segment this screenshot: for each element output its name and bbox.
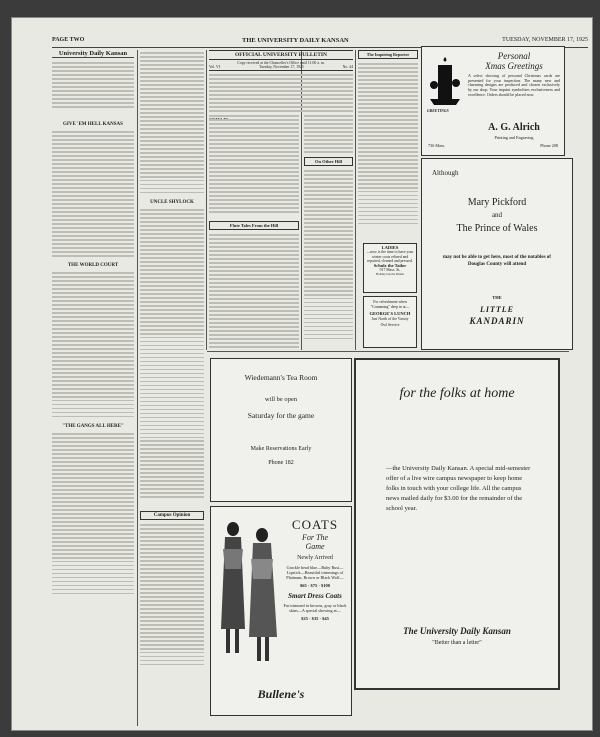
nameplate: University Daily Kansan	[52, 50, 134, 58]
little-logo-text: LITTLE	[480, 305, 514, 314]
inquiring-reporter-headline: The Inquiring Reporter	[358, 50, 418, 59]
inquiring-reporter-body	[358, 61, 418, 231]
schulz-address: 917 Mass. St.	[379, 268, 401, 273]
ladies-title: LADIES	[381, 245, 399, 250]
tea-room-name: Wiedemann's Tea Room	[244, 373, 318, 382]
alrich-tagline: Printing and Engraving	[494, 135, 534, 140]
coats-prices-2: $25 · $35 · $45	[301, 616, 329, 621]
little-kandarin-ad	[421, 158, 573, 350]
lunch-service: Owl Service	[380, 323, 400, 327]
bulletin-vol: Vol. VI	[209, 65, 221, 69]
official-bulletin	[209, 50, 353, 122]
flute-tales-body	[209, 232, 299, 352]
coats-newly: Newly Arrived	[297, 555, 333, 561]
uncle-shylock-body	[140, 207, 204, 507]
world-court-body	[52, 270, 134, 420]
coats-list: Grackle head blue—Ruby Rust—Lipstick—Beautiful trimmings of Platinum, Brown or Black Wolf—	[286, 565, 344, 580]
col3-body	[209, 113, 299, 217]
kansan-subscription-ad	[354, 358, 560, 690]
tea-room-phone: Phone 182	[268, 460, 294, 466]
schulz-tailor-ad	[363, 243, 417, 293]
candle-illustration	[428, 55, 462, 107]
coats-prices-1: $65 · $75 · $100	[299, 583, 330, 588]
wiedemann-tea-room-ad	[210, 358, 352, 502]
editorial-body	[52, 129, 134, 259]
alrich-title-2: Xmas Greetings	[485, 61, 543, 71]
bulletin-subline: Copy received at the Chancellor's Office until 11:00 a. m.	[237, 61, 325, 65]
on-other-hill-headline: On Other Hill	[304, 157, 353, 166]
bulletin-date: Tuesday, November 17, 1925	[259, 65, 304, 69]
alrich-address: 736 Mass.	[428, 143, 446, 148]
coats-for: For The	[302, 533, 328, 542]
schulz-sub: Holiday bus the Drama	[376, 272, 404, 277]
prince-of-wales-text: The Prince of Wales	[456, 223, 538, 234]
tea-room-reserve: Make Reservations Early	[250, 446, 312, 452]
georges-lunch-ad	[363, 296, 417, 348]
schulz-name: Schulz the Tailor	[373, 262, 407, 268]
bulletin-no: No. 44	[342, 65, 353, 69]
coats-smart: Smart Dress Coats	[288, 592, 342, 600]
coats-title: COATS	[291, 517, 339, 532]
ladies-body: —now is the time to have your winter coats relined and repaired, cleaned and pressed.	[366, 250, 414, 264]
flute-tales-headline: Flute Tales From the Hill	[209, 221, 299, 230]
masthead-date: TUESDAY, NOVEMBER 17, 1925	[502, 37, 588, 43]
lunch-name: GEORGE'S LUNCH	[369, 311, 411, 316]
bulletin-notices	[209, 71, 353, 117]
column-five	[358, 50, 418, 231]
kansan-footer: The University Daily Kansan	[403, 626, 511, 636]
world-court-headline: THE WORLD COURT	[67, 263, 119, 268]
alrich-greetings-ad	[421, 46, 565, 156]
greetings-label: GREETINGS	[427, 109, 449, 113]
bullenes-logo-text: Bullene's	[257, 687, 305, 701]
lunch-lead: For refreshment when "Cramming" deep in at—	[370, 300, 410, 309]
alrich-title-1: Personal	[497, 51, 531, 61]
gangs-headline: "THE GANGS ALL HERE"	[62, 424, 124, 429]
tea-room-open: will be open	[264, 396, 298, 403]
page-number: PAGE TWO	[52, 37, 85, 43]
alrich-body: A select showing of personal Christmas cards are presented for your inspection. The many new and charming designs are produced and chosen exclusively by our shop. Your imprint symbolizes exclusiveness and excellence. Orders should be placed now.	[468, 73, 560, 97]
mary-pickford-text: Mary Pickford	[467, 197, 527, 208]
col2-top-body	[140, 50, 204, 196]
campus-opinion-headline: Campus Opinion	[140, 511, 204, 520]
the-text: THE	[492, 295, 502, 300]
pickford-body: may not be able to get here, most of the notables of Douglas County will attend	[443, 255, 551, 267]
uncle-shylock-headline: UNCLE SHYLOCK	[150, 200, 194, 205]
masthead-title: THE UNIVERSITY DAILY KANSAN	[242, 37, 349, 44]
fashion-figures-illustration	[217, 519, 279, 667]
column-one	[52, 50, 134, 601]
coats-game: Game	[305, 542, 325, 551]
coats-trim: Fur trimmed in browns, gray or black skins—A special showing at—	[283, 603, 347, 613]
editorial-headline: GIVE 'EM HELL KANSAS	[63, 122, 123, 127]
bullenes-coats-ad	[210, 506, 352, 716]
gangs-body	[52, 431, 134, 601]
column-two	[140, 50, 204, 672]
although-text: Although	[432, 169, 459, 177]
kansan-slogan: "Better than a letter"	[432, 640, 482, 646]
column-four	[304, 113, 353, 348]
alrich-phone: Phone 208	[540, 143, 558, 148]
newspaper-page	[12, 18, 592, 730]
kansan-headline: for the folks at home	[399, 386, 515, 401]
alrich-name: A. G. Alrich	[488, 122, 540, 133]
column-three	[209, 113, 299, 352]
col4-body	[304, 113, 353, 153]
lunch-address: Just North of the Varsity	[371, 316, 409, 321]
kandarin-logo-text: KANDARIN	[469, 316, 525, 326]
kansan-body: —the University Daily Kansan. A special mid-semester offer of a live wire campus newspaper to keep home folks in touch with your college life. All the campus news mailed daily for $3.00 for the remainder of the school year.	[386, 465, 531, 512]
bulletin-title: OFFICIAL UNIVERSITY BULLETIN	[209, 50, 353, 60]
tea-room-day: Saturday for the game	[247, 411, 315, 420]
staff-box	[52, 58, 134, 118]
campus-opinion-body	[140, 522, 204, 672]
on-other-hill-body	[304, 168, 353, 348]
and-text: and	[491, 211, 503, 219]
